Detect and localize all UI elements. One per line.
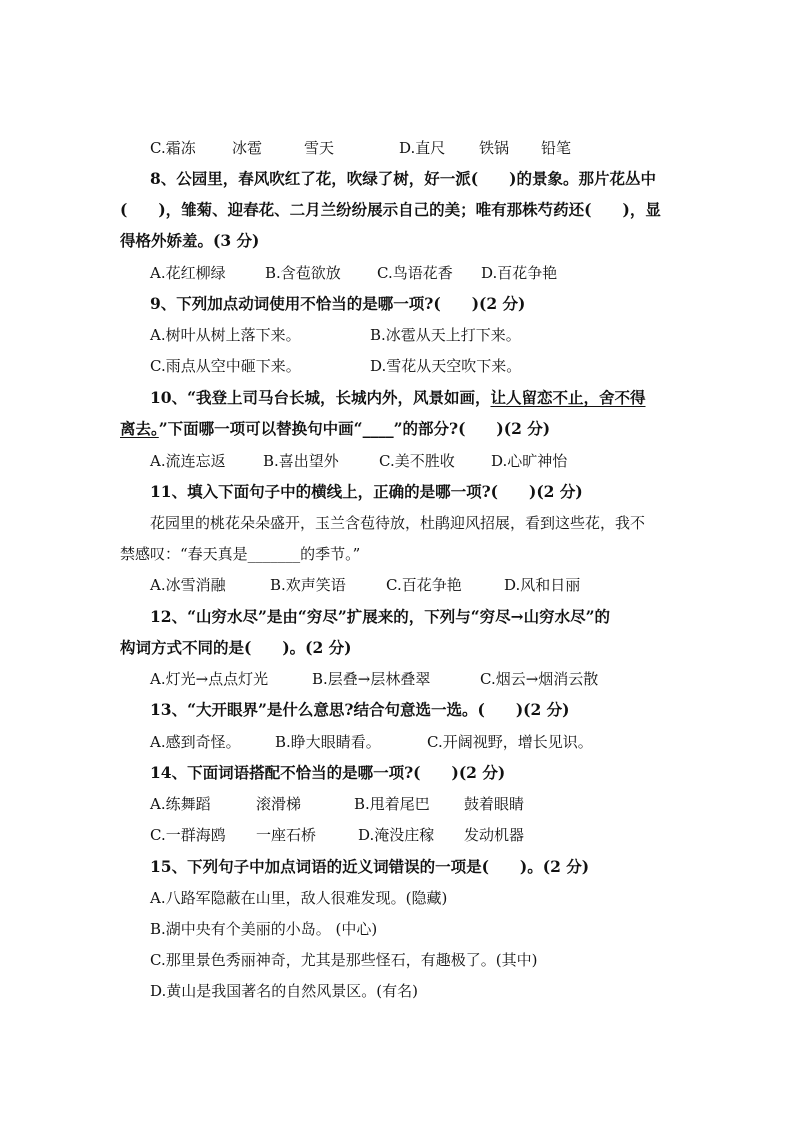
q10-option-d: D.心旷神怡 bbox=[491, 452, 568, 470]
q14-options-row-1 bbox=[150, 793, 524, 815]
q13-option-b: B.睁大眼睛看。 bbox=[275, 733, 381, 751]
q14-option-c-1: C.一群海鸥 bbox=[150, 826, 226, 844]
q11-option-a: A.冰雪消融 bbox=[150, 576, 226, 594]
q10-underlined-a: 让人留恋不止，舍不得 bbox=[490, 388, 646, 407]
q10-line-2 bbox=[120, 418, 550, 440]
q12-options bbox=[150, 668, 598, 690]
q13-options bbox=[150, 731, 593, 753]
q12-option-a: A.灯光→点点灯光 bbox=[150, 670, 269, 688]
q9-option-d: D.雪花从天空吹下来。 bbox=[370, 357, 522, 375]
q13-option-a: A.感到奇怪。 bbox=[150, 733, 241, 751]
q9-option-a: A.树叶从树上落下来。 bbox=[150, 326, 301, 344]
q11-options bbox=[150, 574, 580, 596]
q8-options bbox=[150, 262, 557, 284]
q11-option-d: D.风和日丽 bbox=[504, 576, 581, 594]
option-d-3: 铅笔 bbox=[541, 139, 572, 157]
q14-option-a-1: A.练舞蹈 bbox=[150, 795, 211, 813]
q14-options-row-2 bbox=[150, 824, 524, 846]
q15-option-a: A.八路军隐蔽在山里，敌人很难发现。(隐藏) bbox=[150, 889, 448, 907]
q15-option-b: B.湖中央有个美丽的小岛。 (中心) bbox=[150, 920, 378, 938]
q10-text-b: ”下面哪一项可以替换句中画“____”的部分?( )(2 分) bbox=[158, 419, 551, 438]
q10-options bbox=[150, 450, 567, 472]
q8-option-d: D.百花争艳 bbox=[481, 264, 558, 282]
q15-option-d: D.黄山是我国著名的自然风景区。(有名) bbox=[150, 982, 418, 1000]
q10-option-a: A.流连忘返 bbox=[150, 452, 226, 470]
q9-option-c: C.雨点从空中砸下来。 bbox=[150, 357, 301, 375]
q8-option-a: A.花红柳绿 bbox=[150, 264, 226, 282]
q12-line-1: 12、“山穷水尽”是由“穷尽”扩展来的，下列与“穷尽→山穷水尽”的 bbox=[150, 607, 611, 626]
q10-line-1 bbox=[150, 387, 646, 409]
q14-option-d-1: D.淹没庄稼 bbox=[358, 826, 435, 844]
q11-text-2: 禁感叹：“春天真是_______的季节。” bbox=[120, 545, 361, 563]
q14-option-a-2: 滚滑梯 bbox=[256, 795, 302, 813]
q15-stem: 15、下列句子中加点词语的近义词错误的一项是( )。(2 分) bbox=[150, 857, 590, 876]
q8-line-2: ( )，雏菊、迎春花、二月兰纷纷展示自己的美；唯有那株芍药还( )，显 bbox=[120, 200, 661, 219]
q13-option-c: C.开阔视野，增长见识。 bbox=[427, 733, 593, 751]
q10-option-b: B.喜出望外 bbox=[263, 452, 339, 470]
prev-options-row bbox=[150, 137, 571, 159]
q11-text-1: 花园里的桃花朵朵盛开，玉兰含苞待放，杜鹃迎风招展，看到这些花，我不 bbox=[150, 514, 646, 532]
q8-option-b: B.含苞欲放 bbox=[265, 264, 341, 282]
q12-line-2: 构词方式不同的是( )。(2 分) bbox=[120, 638, 352, 657]
q11-option-c: C.百花争艳 bbox=[386, 576, 462, 594]
q9-options-row-2 bbox=[150, 355, 521, 377]
q13-stem: 13、“大开眼界”是什么意思?结合句意选一选。( )(2 分) bbox=[150, 700, 570, 719]
option-c-1: C.霜冻 bbox=[150, 139, 196, 157]
q10-underlined-b: 离去。 bbox=[120, 419, 159, 438]
q14-option-c-2: 一座石桥 bbox=[256, 826, 317, 844]
q8-option-c: C.鸟语花香 bbox=[377, 264, 453, 282]
q14-option-b-1: B.甩着尾巴 bbox=[354, 795, 430, 813]
option-c-3: 雪天 bbox=[304, 139, 335, 157]
q8-line-3: 得格外娇羞。(3 分) bbox=[120, 231, 260, 250]
q14-stem: 14、下面词语搭配不恰当的是哪一项?( )(2 分) bbox=[150, 763, 506, 782]
q8-line-1: 8、公园里，春风吹红了花，吹绿了树，好一派( )的景象。那片花丛中 bbox=[150, 169, 656, 188]
q12-option-c: C.烟云→烟消云散 bbox=[480, 670, 599, 688]
q9-options-row-1 bbox=[150, 324, 521, 346]
q10-option-c: C.美不胜收 bbox=[379, 452, 455, 470]
q11-stem: 11、填入下面句子中的横线上，正确的是哪一项?( )(2 分) bbox=[150, 482, 583, 501]
option-d-2: 铁锅 bbox=[479, 139, 510, 157]
q15-option-c: C.那里景色秀丽神奇，尤其是那些怪石，有趣极了。(其中) bbox=[150, 951, 538, 969]
q11-option-b: B.欢声笑语 bbox=[270, 576, 346, 594]
q14-option-d-2: 发动机器 bbox=[464, 826, 525, 844]
q14-option-b-2: 鼓着眼睛 bbox=[464, 795, 525, 813]
q9-stem: 9、下列加点动词使用不恰当的是哪一项?( )(2 分) bbox=[150, 294, 526, 313]
option-d-1: D.直尺 bbox=[399, 139, 446, 157]
option-c-2: 冰雹 bbox=[232, 139, 263, 157]
q10-text-a: 10、“我登上司马台长城，长城内外，风景如画， bbox=[150, 388, 491, 407]
q12-option-b: B.层叠→层林叠翠 bbox=[312, 670, 431, 688]
q9-option-b: B.冰雹从天上打下来。 bbox=[370, 326, 521, 344]
